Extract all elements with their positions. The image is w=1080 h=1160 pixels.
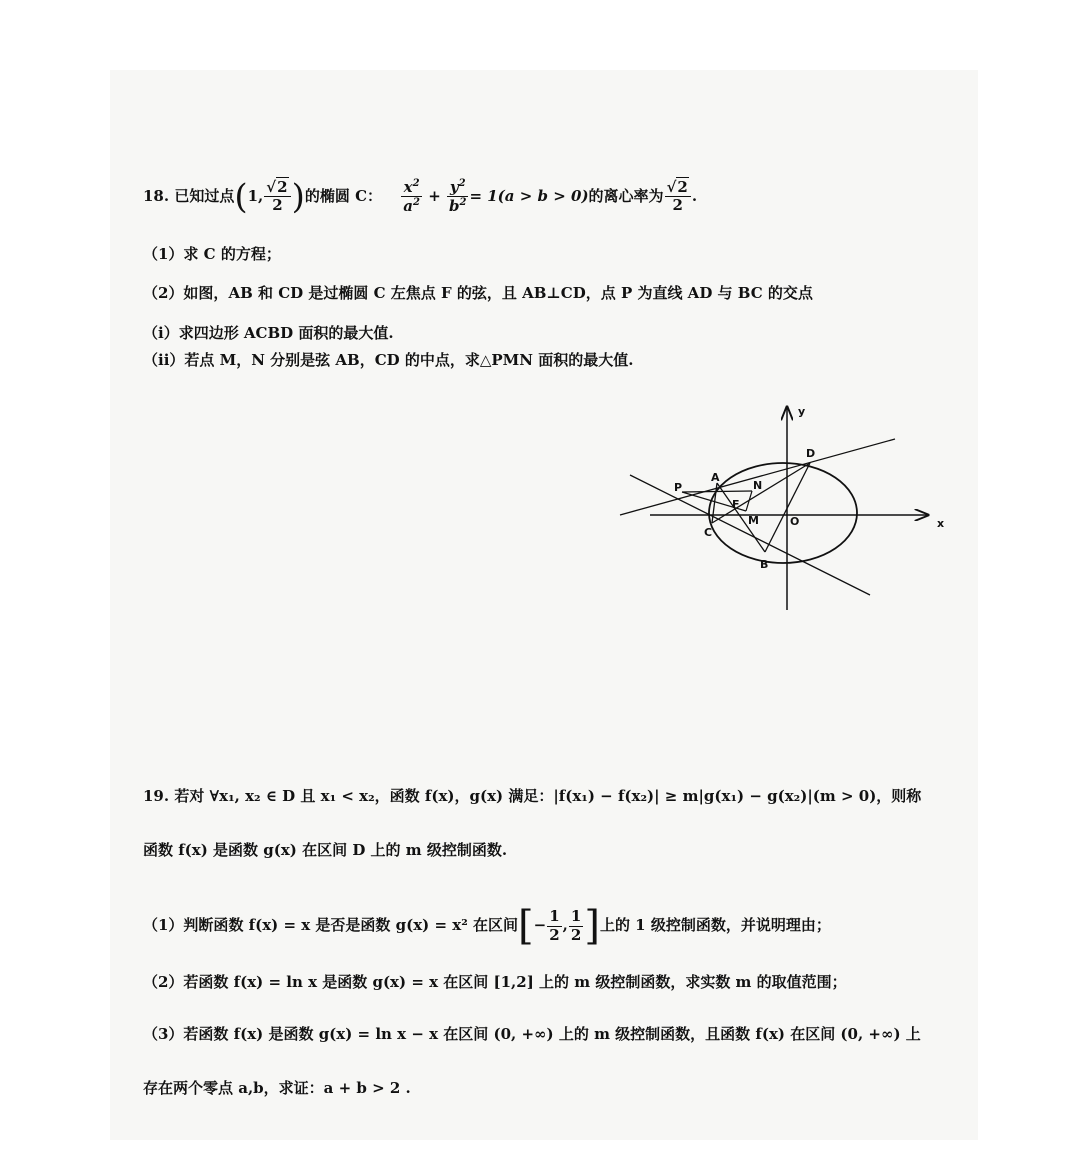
paren-close: ) [291,176,305,217]
q19-part2: （2）若函数 f(x) = ln x 是函数 g(x) = x 在区间 [1,2] 上的 m 级控制函数，求实数 m 的取值范围； [143,973,847,991]
q19-frac-2: $\frac{1}{2}$ [570,907,582,944]
line-pb [630,475,870,595]
q18-eq-rhs: = 1(a > b > 0) [469,186,589,205]
q19-frac-1: $\frac{1}{2}$ [549,907,560,944]
label-n: N [753,479,763,492]
q19-part3: （3）若函数 f(x) 是函数 g(x) = ln x − x 在区间 (0, +∞) 上的 m 级控制函数，且函数 f(x) 在区间 (0, +∞) 上 [143,1025,921,1043]
label-m: M [748,514,759,527]
label-p: P [674,481,683,494]
label-d: D [806,447,816,460]
q18-part1: （1）求 C 的方程； [143,245,281,263]
q18-part2-i: （i）求四边形 ACBD 面积的最大值. [143,324,394,342]
ellipse-diagram [600,395,960,625]
line-pd [620,439,895,515]
q18-intro-b: 的椭圆 C： [304,186,383,205]
q19-definition: 函数 f(x) 是函数 g(x) 在区间 D 上的 m 级控制函数. [143,841,508,859]
label-b: B [760,558,769,571]
bracket-open: [ [518,903,534,949]
paren-open: ( [234,176,248,217]
q19-part1: （1）判断函数 f(x) = x 是否是函数 g(x) = x² 在区间[− $\frac{1}{2}$ , $\frac{1}{2}$ ]上的 1 级控制函数，并说明理由； [143,903,831,949]
q19-part1-text-b: 上的 1 级控制函数，并说明理由； [599,916,831,934]
q18-point-x: 1, [247,186,264,205]
q19-part3-cont: 存在两个零点 a,b，求证：a + b > 2 . [143,1079,411,1097]
label-c: C [704,526,713,539]
q18-number: 18. [143,186,170,205]
bracket-close: ] [584,903,600,949]
label-f: F [732,498,740,511]
label-x: x [937,517,945,530]
q18-eq-x-fraction: $\frac{x^2}{a^2}$ [403,178,420,216]
sqrt-icon: √2 [266,178,288,196]
q18-eq-y-fraction: $\frac{y^2}{b^2}$ [448,178,467,216]
q19-statement: 19. 若对 ∀x₁, x₂ ∈ D 且 x₁ < x₂，函数 f(x)，g(x) 满足：|f(x₁) − f(x₂)| ≥ m|g(x₁) − g(x₂)|(m > 0)，则称 [143,787,922,805]
q18-statement: 18. 已知过点(1, $\frac{√2}{2}$ )的椭圆 C： $\frac{x^2}{a^2}$ + $\frac{y^2}{b^2}$ = 1(a > b > 0)的离心率为 $\frac{√2}{2}$ . [143,176,698,217]
q18-part2-ii: （ii）若点 M，N 分别是弦 AB，CD 的中点，求△PMN 面积的最大值. [143,351,634,369]
label-y: y [798,405,806,418]
ellipse-c [709,463,857,563]
label-o: O [790,515,800,528]
q18-part2: （2）如图，AB 和 CD 是过椭圆 C 左焦点 F 的弦，且 AB⊥CD，点 P 为直线 AD 与 BC 的交点 [143,284,813,302]
q18-eccentricity: $\frac{√2}{2}$ [665,179,691,215]
q18-intro-c: 的离心率为 [588,186,664,205]
segment-pn [682,491,752,492]
q19-part1-text-a: （1）判断函数 f(x) = x 是否是函数 g(x) = x² 在区间 [143,916,519,934]
q18-point-y-fraction: $\frac{√2}{2}$ [264,179,290,215]
label-a: A [711,471,720,484]
q18-intro-a: 已知过点 [174,186,235,205]
